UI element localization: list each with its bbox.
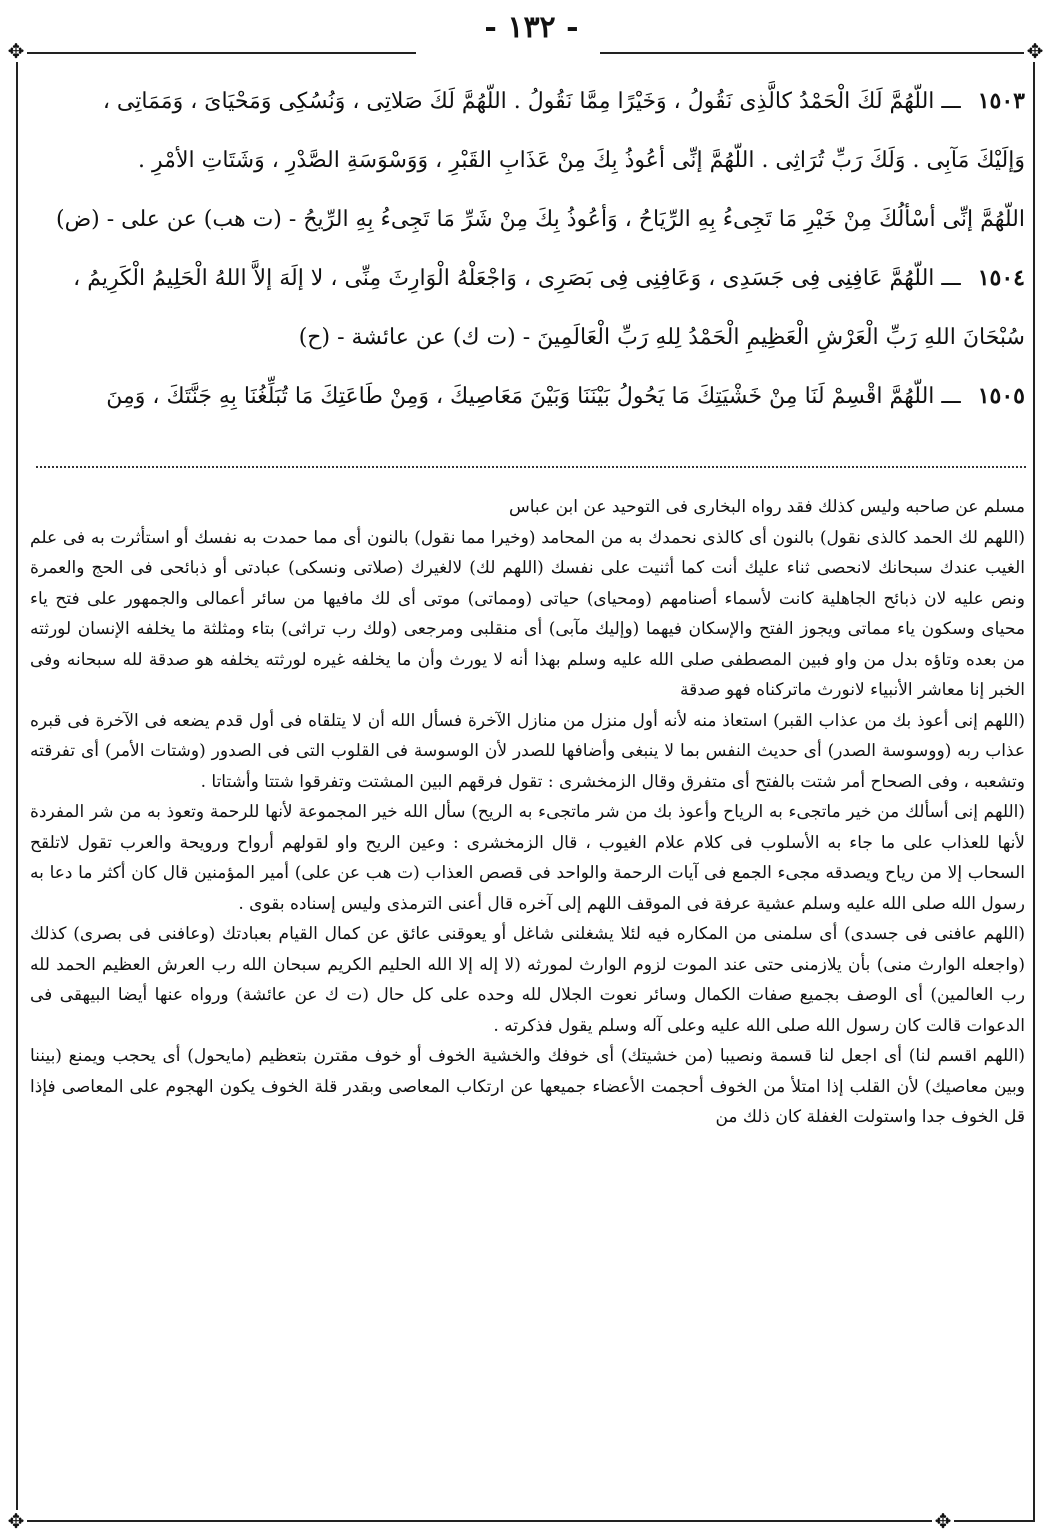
- hadith-1503: [30, 72, 1025, 249]
- corner-ornament-icon: ✥: [5, 1510, 27, 1532]
- commentary-section: [30, 492, 1025, 1133]
- page-number: - ١٣٢ -: [484, 10, 579, 45]
- hadith-section: [30, 72, 1025, 426]
- hadith-text: ـــ اللّهُمَّ لَكَ الْحَمْدُ كالَّذِى نَقُولُ ، وَخَيْرًا مِمَّا نَقُولُ . اللّهُمَّ لَكَ صَلاتِى ، وَنُسُكِى وَمَحْيَاىَ ، وَمَمَاتِى ،: [102, 89, 961, 114]
- frame-top-rule-right: [600, 52, 1035, 54]
- frame-top-rule-left: [16, 52, 416, 54]
- hadith-number: ١٥٠٥: [977, 383, 1025, 409]
- hadith-number: ١٥٠٤: [977, 265, 1025, 291]
- hadith-line: وَإلَيْكَ مَآبِى . وَلَكَ رَبِّ تُرَاثِى . اللّهُمَّ إنِّى أعُوذُ بِكَ مِنْ عَذَابِ القَبْرِ ، وَوَسْوَسَةِ الصَّدْرِ ، وَشَتَاتِ الأمْرِ .: [138, 148, 1025, 173]
- hadith-text: ـــ اللّهُمَّ عَافِنِى فِى جَسَدِى ، وَعَافِنِى فِى بَصَرِى ، وَاجْعَلْهُ الْوَارِثَ مِنِّى ، لا إلَهَ إلاَّ اللهُ الْحَلِيمُ الْكَرِيمُ ،: [73, 266, 961, 291]
- corner-ornament-icon: ✥: [932, 1510, 954, 1532]
- commentary-paragraph: (اللهم عافنى فى جسدى) أى سلمنى من المكاره فيه لئلا يشغلنى شاغل أو يعوقنى عائق عن كمال القيام بعبادتك (وعافنى فى بصرى) كذلك (واجعله الوارث منى) بأن يلازمنى حتى عند الموت لزوم الوارث لمورثه (لا إله إلا الله الحليم الكريم سبحان الله رب العرش العظيم الحمد لله رب العالمين) أى الوصف بجميع صفات الكمال وسائر نعوت الجلال لله وحده على كل حال (ت ك عن عائشة) ورواه عنها أيضا البيهقى فى الدعوات قالت كان رسول الله صلى الله عليه وعلى آله وسلم يقول فذكرته .: [30, 924, 1025, 1036]
- section-divider: [36, 466, 1026, 468]
- commentary-paragraph: (اللهم اقسم لنا) أى اجعل لنا قسمة ونصيبا (من خشيتك) أى خوفك والخشية الخوف أو خوف مقترن بتعظيم (مايحول) أى يحجب ويمنع (بيننا وبين معاصيك) لأن القلب إذا امتلأ من الخوف أحجمت الأعضاء جميعها عن ارتكاب المعاصى وبقدر قلة الخوف يكون الهجوم على المعاصى فإذا قل الخوف جدا واستولت الغفلة كان ذلك من: [30, 1046, 1025, 1127]
- commentary-paragraph: مسلم عن صاحبه وليس كذلك فقد رواه البخارى فى التوحيد عن ابن عباس: [509, 497, 1025, 517]
- hadith-line: [30, 367, 1025, 426]
- hadith-1505: [30, 367, 1025, 426]
- hadith-number: ١٥٠٣: [977, 88, 1025, 114]
- commentary-paragraph: (اللهم إنى أعوذ بك من عذاب القبر) استعاذ منه لأنه أول منزل من منازل الآخرة فسأل الله أن لا يتلقاه فى أول قدم يضعه فى الآخرة فى قبره عذاب ربه (ووسوسة الصدر) أى حديث النفس بما لا ينبغى وأضافها للصدر لأن الوسوسة فى القلوب التى فى الصدور (وشتات الأمر) أى تفرقته وتشعبه ، وفى الصحاح أمر شتت بالفتح أى متفرق وقال الزمخشرى : تقول فرقهم البين المشتت وتفرقوا شتتا وأشتاتا .: [30, 710, 1025, 792]
- hadith-line: [30, 72, 1025, 131]
- corner-ornament-icon: ✥: [1024, 40, 1046, 62]
- corner-ornament-icon: ✥: [5, 40, 27, 62]
- hadith-line: اللّهُمَّ إنِّى أسْألُكَ مِنْ خَيْرِ مَا تَجِىءُ بِهِ الرِّيَاحُ ، وَأعُوذُ بِكَ مِنْ شَرِّ مَا تَجِىءُ بِهِ الرِّيحُ - (ت هب) عن على - (ض): [56, 207, 1025, 232]
- hadith-text: ـــ اللّهُمَّ اقْسِمْ لَنَا مِنْ خَشْيَتِكَ مَا يَحُولُ بَيْنَنَا وَبَيْنَ مَعَاصِيكَ ، وَمِنْ طَاعَتِكَ مَا تُبَلِّغُنَا بِهِ جَنَّتَكَ ، وَمِنَ: [106, 384, 961, 409]
- hadith-line: سُبْحَانَ اللهِ رَبِّ الْعَرْشِ الْعَظِيمِ الْحَمْدُ لِلهِ رَبِّ الْعَالَمِينَ - (ت ك) عن عائشة - (ح): [298, 325, 1025, 350]
- commentary-paragraph: (اللهم إنى أسألك من خير ماتجىء به الرياح وأعوذ بك من شر ماتجىء به الريح) سأل الله خير المجموعة لأنها للرحمة وتعوذ به من شر المفردة لأنها للعذاب على ما جاء به الأسلوب فى كلام علام الغيوب ، قال الزمخشرى : وعين الريح واو لقولهم أرواح ورويحة والعرب تقول لاتلقح السحاب إلا من رياح ويصدقه مجىء الجمع فى آيات الرحمة والواحد فى قصص العذاب (ت هب عن على) أمير المؤمنين قال كان أكثر ما دعا به رسول الله صلى الله عليه وسلم عشية عرفة فى الموقف اللهم إلى آخره قال أعنى الترمذى وليس إسناده بقوى .: [30, 802, 1026, 914]
- hadith-1504: [30, 249, 1025, 367]
- commentary-paragraph: (اللهم لك الحمد كالذى نقول) بالنون أى كالذى نحمدك به من المحامد (وخيرا مما نقول) بالنون أى مما حمدت به نفسك أو استأثرت به فى علم الغيب عندك سبحانك لانحصى ثناء عليك أنت كما أثنيت على نفسك (اللهم لك) لالغيرك (صلاتى ونسكى) عبادتى أو ذبائحى فى الحج والعمرة ونص عليه لان ذبائح الجاهلية كانت لأسماء أصنامهم (ومحياى) حياتى (ومماتى) موتى أى لك مافيها من سائر أعمالى والجمهور على فتح ياء محياى وسكون ياء مماتى ويجوز الفتح والإسكان فيهما (وإليك مآبى) أى منقلبى ومرجعى (ولك رب تراثى) بتاء ومثلثة ما يخلفه الإنسان لورثته من بعده وتاؤه بدل من واو فبين المصطفى صلى الله عليه وسلم بهذا أنه لا يورث وأن ما يخلفه غيره لورثته يخلفه هو صدقة لله سبحانه وفى الخبر إنا معاشر الأنبياء لانورث ماتركناه فهو صدقة: [30, 527, 1025, 700]
- hadith-line: [30, 249, 1025, 308]
